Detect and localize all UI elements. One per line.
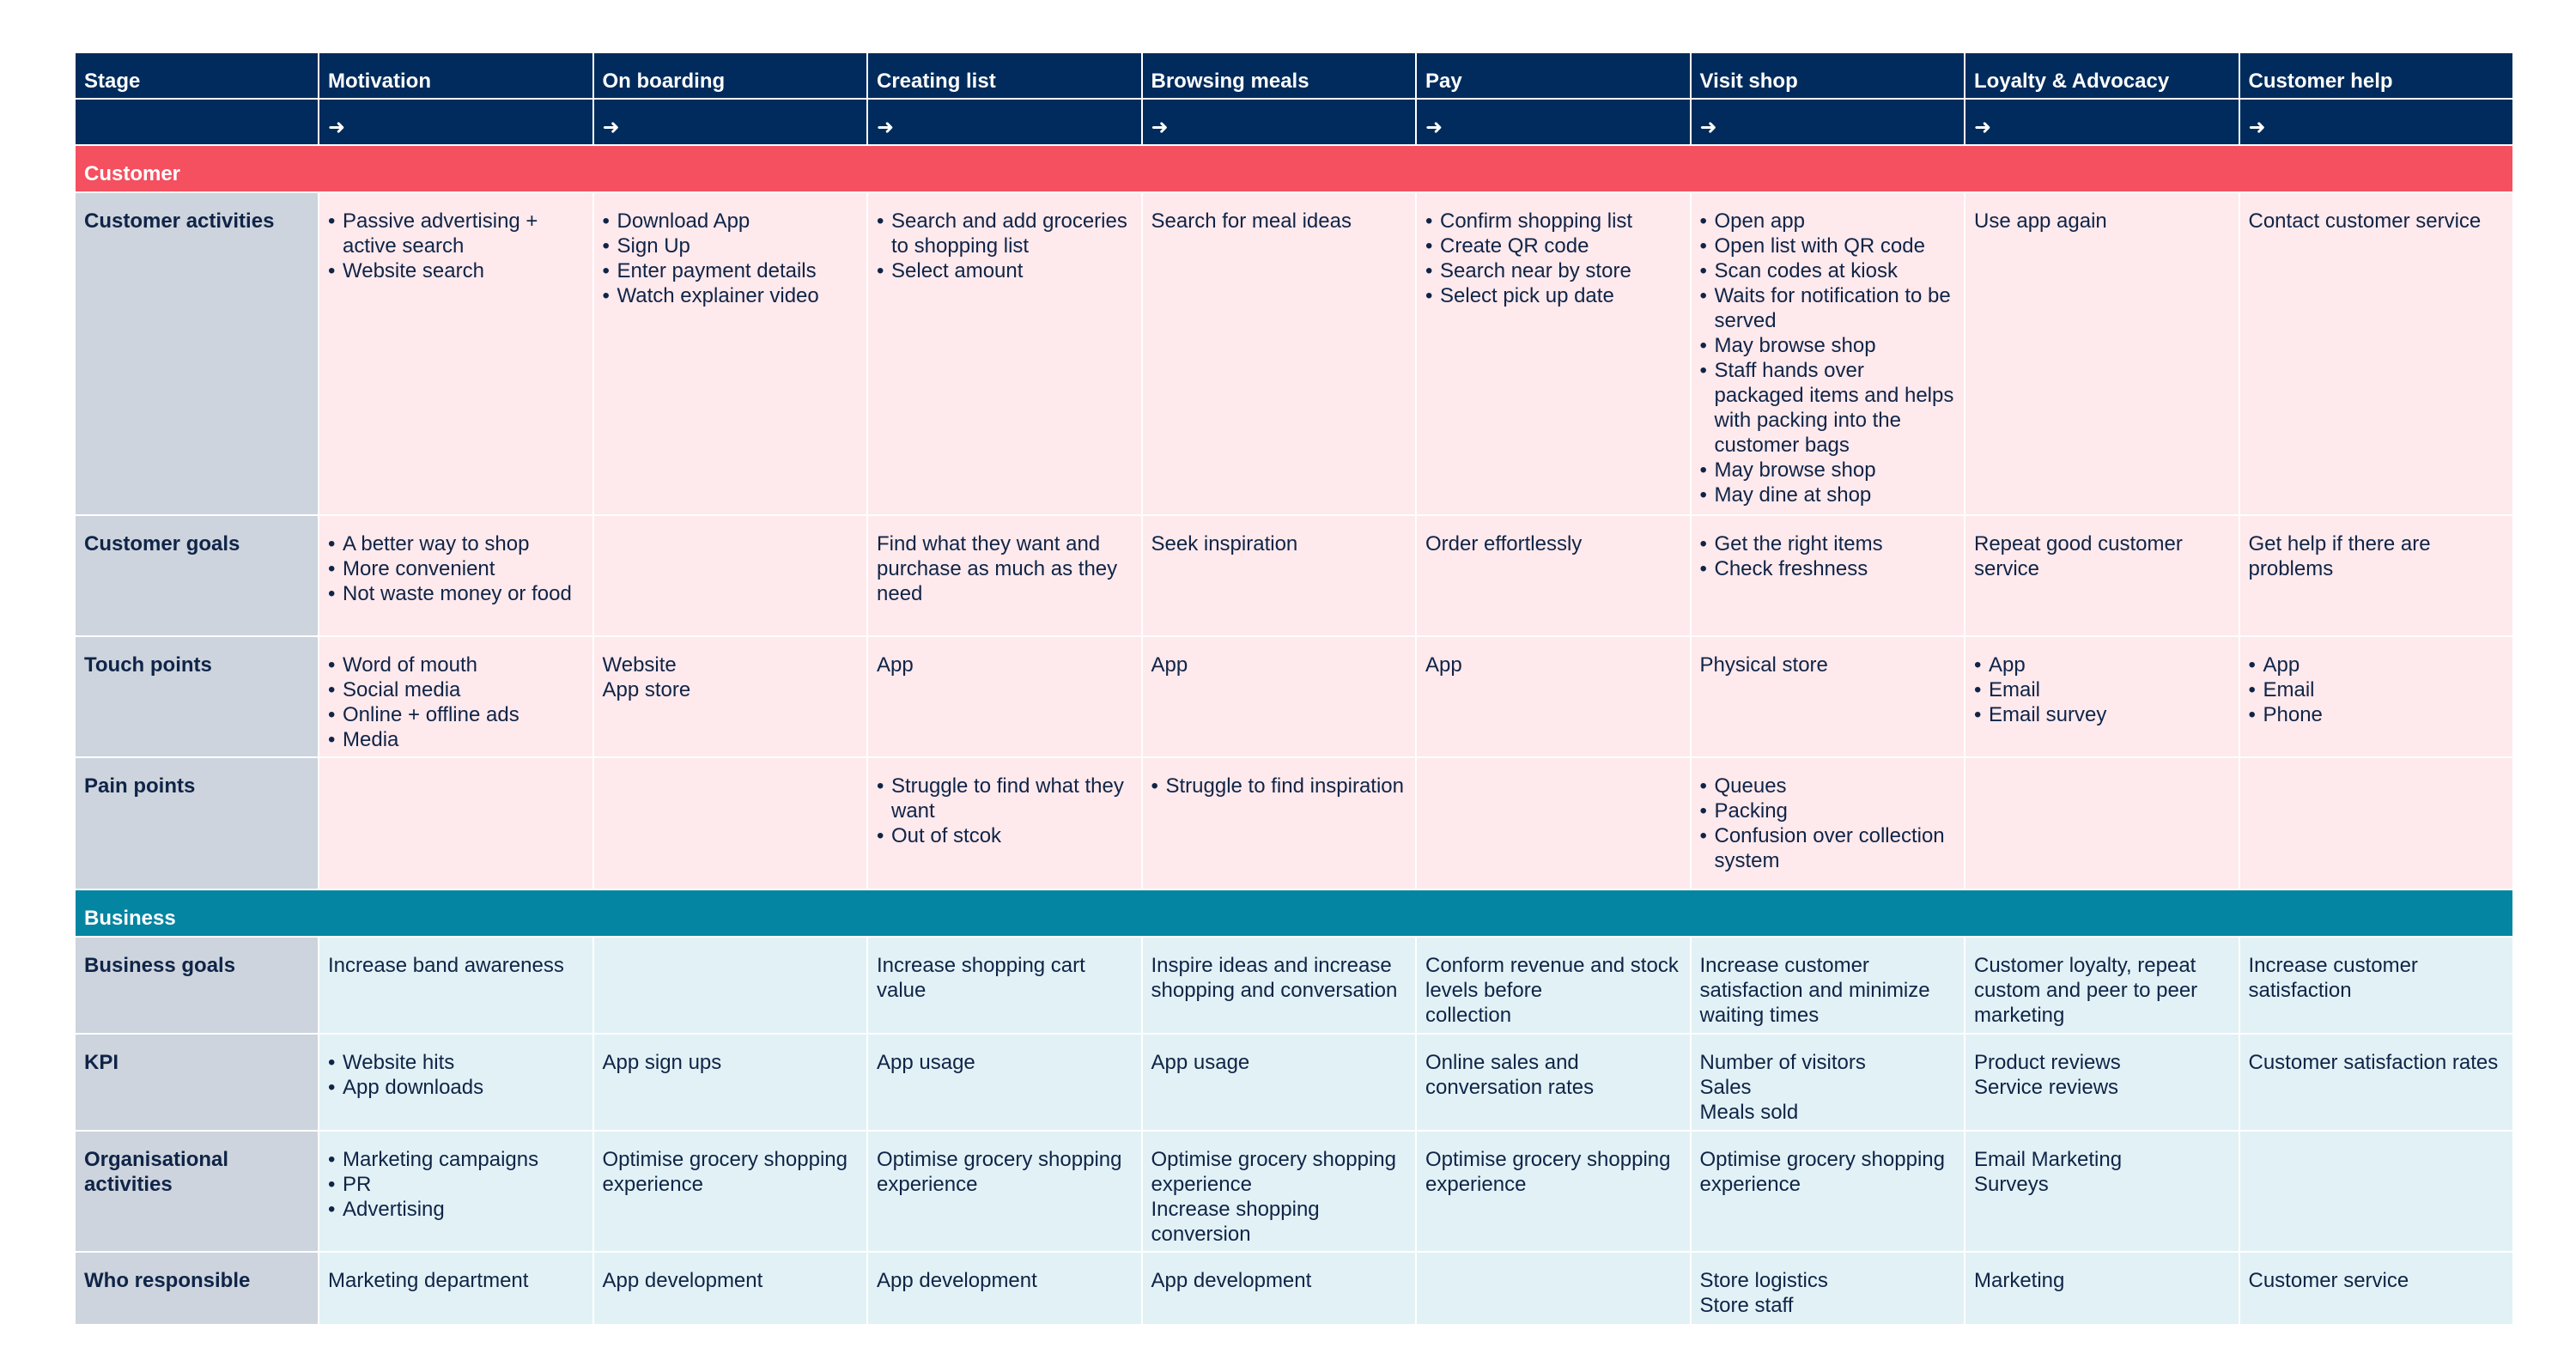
bullet-list — [877, 209, 1133, 283]
row-label: Touch points — [75, 636, 319, 757]
bullet-list — [1700, 774, 1956, 873]
stage-header: Browsing meals — [1142, 52, 1417, 99]
cell-text: Surveys — [1974, 1173, 2049, 1196]
cell-text: Search for meal ideas — [1151, 209, 1352, 233]
stage-header: Pay — [1416, 52, 1691, 99]
journey-cell — [319, 937, 593, 1034]
stage-header: Loyalty & Advocacy — [1965, 52, 2239, 99]
cell-text: Increase customer satisfaction — [2248, 954, 2418, 1002]
journey-cell — [1691, 1252, 1965, 1325]
bullet-list — [328, 531, 584, 606]
cell-text: Online sales and conversation rates — [1425, 1051, 1595, 1099]
bullet-item: • Scan codes at kiosk — [1700, 258, 1956, 283]
bullet-list — [328, 209, 584, 283]
journey-cell — [867, 192, 1142, 515]
bullet-item: • Select amount — [877, 258, 1133, 283]
bullet-item: • Passive advertising + active search — [328, 209, 584, 258]
section-title: Business — [75, 889, 2513, 937]
bullet-item: • Create QR code — [1425, 234, 1681, 258]
cell-text: Product reviews — [1974, 1051, 2121, 1074]
bullet-item: • PR — [328, 1172, 584, 1197]
journey-cell — [1691, 1131, 1965, 1252]
bullet-item: • Not waste money or food — [328, 581, 584, 606]
bullet-item: • May browse shop — [1700, 458, 1956, 483]
journey-cell — [319, 1034, 593, 1131]
journey-cell — [1142, 515, 1417, 636]
bullet-list — [328, 1147, 584, 1222]
journey-cell — [319, 192, 593, 515]
bullet-item: • Struggle to find what they want — [877, 774, 1133, 823]
bullet-item: • Search and add groceries to shopping list — [877, 209, 1133, 258]
stage-header: Customer help — [2239, 52, 2514, 99]
cell-text: Email Marketing — [1974, 1148, 2123, 1171]
row-label: Business goals — [75, 937, 319, 1034]
bullet-item: • A better way to shop — [328, 531, 584, 556]
journey-cell — [1416, 636, 1691, 757]
journey-cell — [1691, 757, 1965, 889]
journey-cell — [1416, 757, 1691, 889]
section-title: Customer — [75, 145, 2513, 192]
journey-cell — [867, 937, 1142, 1034]
cell-text: Inspire ideas and increase shopping and conversation — [1151, 954, 1398, 1002]
journey-cell — [593, 1034, 868, 1131]
journey-cell — [1416, 1252, 1691, 1325]
cell-text: Marketing — [1974, 1269, 2065, 1292]
bullet-list — [1700, 531, 1956, 581]
cell-text: collection — [1425, 1004, 1512, 1027]
journey-cell — [2239, 1252, 2514, 1325]
journey-row — [75, 937, 2513, 1034]
journey-row — [75, 1034, 2513, 1131]
journey-cell — [1965, 1034, 2239, 1131]
bullet-item: • Email — [2249, 677, 2505, 702]
bullet-item: • Website hits — [328, 1050, 584, 1075]
journey-cell — [867, 636, 1142, 757]
journey-cell — [867, 515, 1142, 636]
cell-text: Contact customer service — [2248, 209, 2482, 233]
cell-text: Get help if there are problems — [2248, 532, 2431, 580]
bullet-item: • More convenient — [328, 556, 584, 581]
bullet-list — [1425, 209, 1681, 308]
bullet-list — [328, 653, 584, 752]
bullet-item: • Download App — [603, 209, 859, 234]
bullet-item: • Select pick up date — [1425, 283, 1681, 308]
arrow-right-icon: ➜ — [2239, 99, 2514, 145]
cell-text: Order effortlessly — [1425, 532, 1583, 556]
bullet-item: • Watch explainer video — [603, 283, 859, 308]
journey-cell — [1691, 515, 1965, 636]
cell-text: App sign ups — [602, 1051, 722, 1074]
journey-row — [75, 636, 2513, 757]
bullet-list — [1974, 653, 2230, 727]
cell-text: App — [1425, 653, 1462, 677]
row-label: Organisational activities — [75, 1131, 319, 1252]
journey-cell — [1965, 515, 2239, 636]
bullet-item: • Online + offline ads — [328, 702, 584, 727]
journey-row — [75, 757, 2513, 889]
journey-cell — [867, 1131, 1142, 1252]
journey-cell — [1691, 937, 1965, 1034]
bullet-item: • Open list with QR code — [1700, 234, 1956, 258]
stage-header: On boarding — [593, 52, 868, 99]
journey-cell — [1691, 636, 1965, 757]
bullet-item: • Staff hands over packaged items and helps with packing into the customer bags — [1700, 358, 1956, 458]
cell-text: App — [877, 653, 914, 677]
arrow-right-icon: ➜ — [319, 99, 593, 145]
journey-cell — [1691, 192, 1965, 515]
cell-text: App — [1151, 653, 1188, 677]
cell-text: Increase customer satisfaction and minimize waiting times — [1699, 954, 1930, 1027]
bullet-item: • Packing — [1700, 798, 1956, 823]
bullet-list — [1151, 774, 1407, 798]
cell-text: Service reviews — [1974, 1076, 2119, 1099]
bullet-item: • Email survey — [1974, 702, 2230, 727]
cell-text: Use app again — [1974, 209, 2107, 233]
cell-text: Conform revenue and stock levels before — [1425, 954, 1679, 1002]
bullet-item: • Phone — [2249, 702, 2505, 727]
bullet-item: • Word of mouth — [328, 653, 584, 677]
journey-cell — [2239, 515, 2514, 636]
journey-cell — [867, 757, 1142, 889]
bullet-item: • Advertising — [328, 1197, 584, 1222]
journey-cell — [1965, 1131, 2239, 1252]
cell-text: App development — [877, 1269, 1037, 1292]
cell-text: App development — [1151, 1269, 1312, 1292]
cell-text: Optimise grocery shopping experience — [602, 1148, 848, 1196]
cell-text: Customer service — [2248, 1269, 2409, 1292]
journey-cell — [2239, 192, 2514, 515]
cell-text: Number of visitors — [1699, 1051, 1866, 1074]
journey-cell — [1965, 1252, 2239, 1325]
cell-text: Find what they want and purchase as much as they need — [877, 532, 1118, 605]
journey-row — [75, 1252, 2513, 1325]
bullet-list — [877, 774, 1133, 848]
journey-cell — [319, 757, 593, 889]
bullet-item: • Social media — [328, 677, 584, 702]
journey-cell — [319, 515, 593, 636]
customer-journey-map — [74, 52, 2514, 1326]
stage-header: Visit shop — [1691, 52, 1965, 99]
bullet-item: • Struggle to find inspiration — [1151, 774, 1407, 798]
bullet-item: • App — [1974, 653, 2230, 677]
journey-cell — [2239, 1034, 2514, 1131]
journey-cell — [1142, 1034, 1417, 1131]
arrow-right-icon: ➜ — [867, 99, 1142, 145]
row-label: Customer activities — [75, 192, 319, 515]
journey-row — [75, 192, 2513, 515]
bullet-item: • Out of stcok — [877, 823, 1133, 848]
bullet-item: • Confirm shopping list — [1425, 209, 1681, 234]
bullet-list — [328, 1050, 584, 1100]
row-label: Pain points — [75, 757, 319, 889]
cell-text: Seek inspiration — [1151, 532, 1298, 556]
bullet-item: • Open app — [1700, 209, 1956, 234]
arrow-right-icon: ➜ — [1965, 99, 2239, 145]
bullet-item: • May dine at shop — [1700, 483, 1956, 507]
journey-row — [75, 1131, 2513, 1252]
journey-row — [75, 515, 2513, 636]
cell-text: App development — [602, 1269, 763, 1292]
journey-cell — [1142, 636, 1417, 757]
arrow-right-icon: ➜ — [593, 99, 868, 145]
row-label: KPI — [75, 1034, 319, 1131]
journey-cell — [593, 757, 868, 889]
journey-cell — [1416, 192, 1691, 515]
cell-text: App usage — [877, 1051, 975, 1074]
journey-cell — [593, 1252, 868, 1325]
arrow-row-spacer — [75, 99, 319, 145]
journey-cell — [319, 1131, 593, 1252]
arrow-right-icon: ➜ — [1691, 99, 1965, 145]
journey-cell — [1416, 515, 1691, 636]
cell-text: Sales — [1699, 1076, 1752, 1099]
cell-text: Customer loyalty, repeat custom and peer to peer marketing — [1974, 954, 2198, 1027]
cell-text: Optimise grocery shopping experience — [1425, 1148, 1671, 1196]
bullet-item: • Queues — [1700, 774, 1956, 798]
bullet-list — [2249, 653, 2505, 727]
cell-text: Increase shopping conversion — [1151, 1198, 1320, 1246]
section-header-biz — [75, 889, 2513, 937]
stage-header-label: Stage — [75, 52, 319, 99]
cell-text: Optimise grocery shopping experience — [1151, 1148, 1396, 1196]
cell-text: Optimise grocery shopping experience — [877, 1148, 1122, 1196]
journey-cell — [593, 937, 868, 1034]
cell-text: Increase shopping cart value — [877, 954, 1085, 1002]
bullet-list — [603, 209, 859, 308]
journey-cell — [2239, 636, 2514, 757]
journey-cell — [1416, 937, 1691, 1034]
bullet-item: • Enter payment details — [603, 258, 859, 283]
journey-cell — [1142, 1252, 1417, 1325]
cell-text: Repeat good customer service — [1974, 532, 2183, 580]
journey-cell — [1416, 1034, 1691, 1131]
journey-cell — [1142, 757, 1417, 889]
section-header-cust — [75, 145, 2513, 192]
journey-cell — [319, 1252, 593, 1325]
row-label: Who responsible — [75, 1252, 319, 1325]
journey-cell — [867, 1034, 1142, 1131]
cell-text: Physical store — [1699, 653, 1828, 677]
journey-cell — [1965, 192, 2239, 515]
bullet-item: • Search near by store — [1425, 258, 1681, 283]
journey-cell — [593, 636, 868, 757]
cell-text: Meals sold — [1699, 1101, 1799, 1124]
cell-text: Marketing department — [328, 1269, 529, 1292]
cell-text: Customer satisfaction rates — [2248, 1051, 2499, 1074]
bullet-item: • Confusion over collection system — [1700, 823, 1956, 873]
bullet-item: • Website search — [328, 258, 584, 283]
journey-cell — [1965, 757, 2239, 889]
journey-cell — [1965, 937, 2239, 1034]
stage-header: Creating list — [867, 52, 1142, 99]
journey-cell — [2239, 1131, 2514, 1252]
arrow-right-icon: ➜ — [1416, 99, 1691, 145]
bullet-item: • Waits for notification to be served — [1700, 283, 1956, 333]
bullet-item: • Get the right items — [1700, 531, 1956, 556]
journey-cell — [2239, 937, 2514, 1034]
bullet-item: • Check freshness — [1700, 556, 1956, 581]
cell-text: Increase band awareness — [328, 954, 564, 977]
row-label: Customer goals — [75, 515, 319, 636]
bullet-item: • App downloads — [328, 1075, 584, 1100]
cell-text: App store — [602, 678, 691, 701]
bullet-list — [1700, 209, 1956, 507]
cell-text: App usage — [1151, 1051, 1250, 1074]
journey-cell — [867, 1252, 1142, 1325]
journey-cell — [1691, 1034, 1965, 1131]
stage-header: Motivation — [319, 52, 593, 99]
bullet-item: • Marketing campaigns — [328, 1147, 584, 1172]
bullet-item: • Sign Up — [603, 234, 859, 258]
journey-cell — [2239, 757, 2514, 889]
journey-cell — [319, 636, 593, 757]
journey-cell — [593, 192, 868, 515]
cell-text: Optimise grocery shopping experience — [1699, 1148, 1945, 1196]
bullet-item: • May browse shop — [1700, 333, 1956, 358]
journey-cell — [1965, 636, 2239, 757]
journey-cell — [593, 1131, 868, 1252]
journey-cell — [1142, 192, 1417, 515]
journey-cell — [1142, 1131, 1417, 1252]
bullet-item: • Media — [328, 727, 584, 752]
cell-text: Website — [602, 653, 677, 677]
cell-text: Store logistics — [1699, 1269, 1828, 1292]
stage-header-row — [75, 52, 2513, 99]
journey-cell — [593, 515, 868, 636]
journey-cell — [1142, 937, 1417, 1034]
bullet-item: • App — [2249, 653, 2505, 677]
bullet-item: • Email — [1974, 677, 2230, 702]
arrow-right-icon: ➜ — [1142, 99, 1417, 145]
cell-text: Store staff — [1699, 1294, 1794, 1317]
journey-cell — [1416, 1131, 1691, 1252]
stage-arrow-row — [75, 99, 2513, 145]
